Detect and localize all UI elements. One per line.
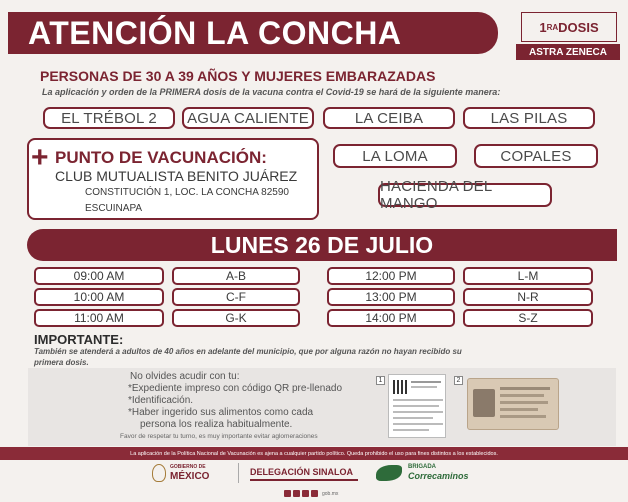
- instagram-icon: [302, 490, 309, 497]
- reminder-item: *Identificación.: [128, 395, 194, 406]
- reminder-item: persona los realiza habitualmente.: [140, 419, 293, 430]
- letter-range: N-R: [463, 288, 593, 306]
- facebook-icon: [284, 490, 291, 497]
- locality-las-pilas: LAS PILAS: [463, 107, 595, 129]
- title-banner: [8, 12, 498, 54]
- roadrunner-icon: [376, 465, 402, 481]
- eagle-icon: [152, 464, 166, 482]
- time-slot: 11:00 AM: [34, 309, 164, 327]
- logo-underline: [250, 479, 358, 481]
- locality-copales: COPALES: [474, 144, 598, 168]
- time-slot: 09:00 AM: [34, 267, 164, 285]
- letter-range: L-M: [463, 267, 593, 285]
- dose-label: 1 RA DOSIS: [539, 19, 599, 35]
- address-line-1: CONSTITUCIÓN 1, LOC. LA CONCHA 82590: [85, 187, 289, 198]
- twitter-icon: [293, 490, 300, 497]
- time-slot: 12:00 PM: [327, 267, 455, 285]
- address-line-2: ESCUINAPA: [85, 203, 143, 214]
- footer-disclaimer-band: [0, 447, 628, 460]
- footer-disclaimer: La aplicación de la Política Nacional de Vacunación es ajena a cualquier partido político. Queda prohibido el uso para fines distintos a los establecidos.: [130, 450, 498, 457]
- reminder-item: *Expediente impreso con código QR pre-llenado: [128, 383, 343, 394]
- vaccination-point-title: PUNTO DE VACUNACIÓN:: [55, 148, 267, 167]
- page-title: ATENCIÓN LA CONCHA: [28, 14, 402, 51]
- vaccination-point-box: [27, 138, 319, 220]
- time-slot: 13:00 PM: [327, 288, 455, 306]
- plus-icon: +: [31, 141, 49, 174]
- id-card-image: [467, 378, 559, 430]
- badge-2: 2: [454, 376, 463, 385]
- youtube-icon: [311, 490, 318, 497]
- gobierno-mexico-logo: GOBIERNO DE MÉXICO: [152, 463, 222, 485]
- reminder-item: *Haber ingerido sus alimentos como cada: [128, 407, 314, 418]
- important-title: IMPORTANTE:: [34, 332, 124, 347]
- subline: La aplicación y orden de la PRIMERA dosis de la vacuna contra el Covid-19 se hará de la siguiente manera:: [42, 87, 501, 97]
- time-slot: 10:00 AM: [34, 288, 164, 306]
- letter-range: S-Z: [463, 309, 593, 327]
- time-slot: 14:00 PM: [327, 309, 455, 327]
- headline: PERSONAS DE 30 A 39 AÑOS Y MUJERES EMBARAZADAS: [40, 68, 436, 84]
- locality-agua-caliente: AGUA CALIENTE: [182, 107, 314, 129]
- badge-1: 1: [376, 376, 385, 385]
- locality-la-ceiba: LA CEIBA: [323, 107, 455, 129]
- vaccination-place: CLUB MUTUALISTA BENITO JUÁREZ: [55, 168, 298, 184]
- date-text: LUNES 26 DE JULIO: [210, 231, 434, 258]
- social-icons: [284, 489, 338, 498]
- date-banner: [27, 229, 617, 261]
- locality-la-loma: LA LOMA: [333, 144, 457, 168]
- dose-frame: [521, 12, 617, 42]
- vaccine-badge: ASTRA ZENECA: [516, 44, 620, 60]
- important-text: También se atenderá a adultos de 40 años en adelante del municipio, que por alguna razón no hayan recibido su primera dosis.: [34, 347, 462, 367]
- brigada-correcaminos-logo: BRIGADA Correcaminos: [376, 462, 486, 486]
- qr-record-document-image: [388, 374, 446, 438]
- social-handle: gob.mx: [322, 490, 339, 497]
- letter-range: A-B: [172, 267, 300, 285]
- delegacion-sinaloa-logo: DELEGACIÓN SINALOA: [250, 467, 354, 477]
- reminder-note: Favor de respetar tu turno, es muy importante evitar aglomeraciones: [120, 433, 318, 440]
- locality-el-trebol: EL TRÉBOL 2: [43, 107, 175, 129]
- letter-range: C-F: [172, 288, 300, 306]
- locality-hacienda-del-mango: HACIENDA DEL MANGO: [378, 183, 552, 207]
- reminder-lead: No olvides acudir con tu:: [130, 371, 240, 382]
- logo-divider: [238, 463, 239, 483]
- letter-range: G-K: [172, 309, 300, 327]
